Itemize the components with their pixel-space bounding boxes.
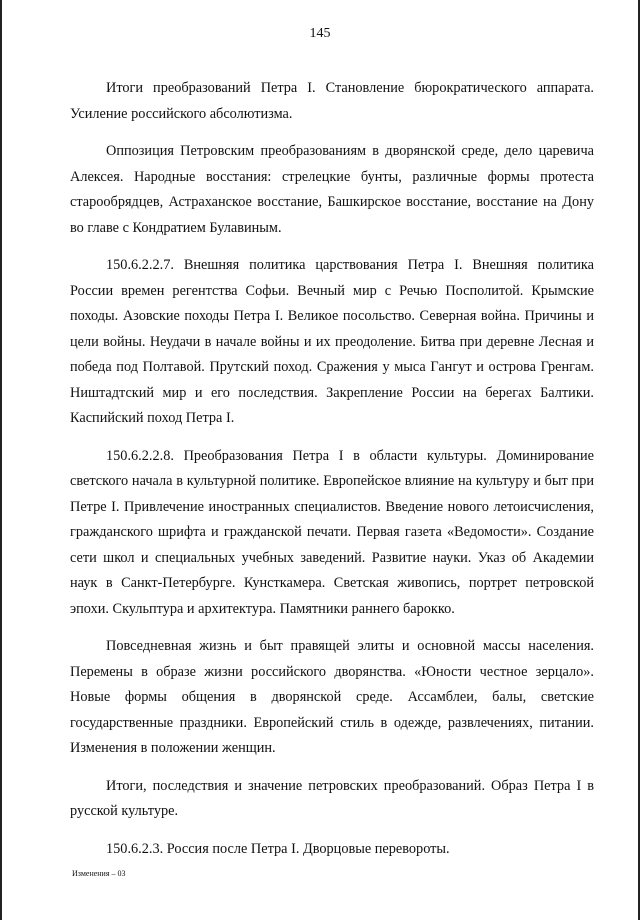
paragraph-results-significance: Итоги, последствия и значение петровских преобразований. Образ Петра I в русской культуре. [70,777,594,819]
scan-left-edge [0,0,2,920]
paragraph-everyday-life: Повседневная жизнь и быт правящей элиты и основной массы населения. Перемены в образе жизни российского дворянства. «Юности честное зерцало». Новые формы общения в дворянской среде. Ассамблеи, балы, светские государственные праздники. Европейский стиль в одежде, развлечениях, питании. Изменения в положении женщин. [70,638,594,756]
document-body [70,76,594,862]
paragraph-foreign-policy: 150.6.2.2.7. Внешняя политика царствования Петра I. Внешняя политика России времен регентства Софьи. Вечный мир с Речью Посполитой. Крымские походы. Азовские походы Петра I. Великое посольство. Северная война. Причины и цели войны. Неудачи в начале войны и их преодоление. Битва при деревне Лесная и победа под Полтавой. Прутский поход. Сражения у мыса Гангут и острова Гренгам. Ништадтский мир и его последствия. Закрепление России на берегах Балтики. Каспийский поход Петра I. [70,257,594,426]
paragraph-opposition: Оппозиция Петровским преобразованиям в дворянской среде, дело царевича Алексея. Народные восстания: стрелецкие бунты, различные формы протеста старообрядцев, Астраханское восстание, Башкирское восстание, восстание на Дону во главе с Кондратием Булавиным. [70,143,594,236]
paragraph-palace-coups: 150.6.2.3. Россия после Петра I. Дворцовые перевороты. [106,840,450,857]
paragraph-culture-reforms: 150.6.2.2.8. Преобразования Петра I в области культуры. Доминирование светского начала в культурной политике. Европейское влияние на культуру и быт при Петре I. Привлечение иностранных специалистов. Введение нового летоисчисления, гражданского шрифта и гражданской печати. Первая газета «Ведомости». Создание сети школ и специальных учебных заведений. Развитие науки. Указ об Академии наук в Санкт-Петербурге. Кунсткамера. Светская живопись, портрет петровской эпохи. Скульптура и архитектура. Памятники раннего барокко. [70,447,594,617]
page-number: 145 [309,26,331,41]
paragraph-results-reforms: Итоги преобразований Петра I. Становление бюрократического аппарата. Усиление российского абсолютизма. [70,80,594,122]
revision-footer: Изменения – 03 [72,869,126,878]
